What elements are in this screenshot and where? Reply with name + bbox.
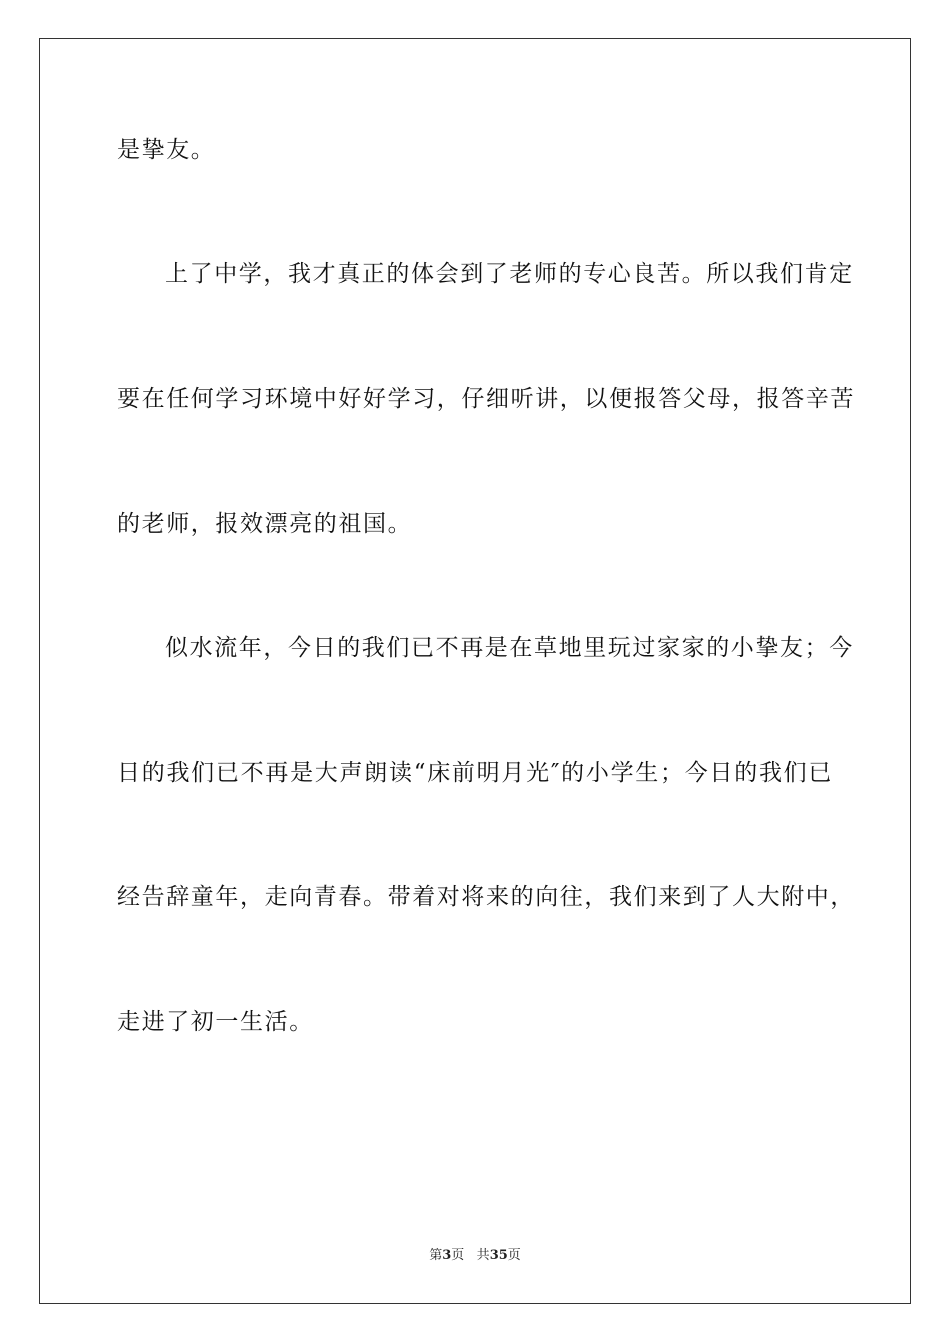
text-line-7: 经告辞童年，走向青春。带着对将来的向往，我们来到了人大附中， [117, 884, 855, 910]
footer-total-suffix: 页 [507, 1248, 521, 1263]
footer-page-prefix: 第 [429, 1248, 443, 1263]
footer-total-pages: 35 [489, 1248, 508, 1263]
footer-page-number: 3 [442, 1248, 452, 1263]
text-line-5: 似水流年，今日的我们已不再是在草地里玩过家家的小挚友；今 [165, 635, 854, 661]
page-footer [0, 1248, 950, 1264]
page-border [39, 38, 911, 1304]
text-line-2: 上了中学，我才真正的体会到了老师的专心良苦。所以我们肯定 [165, 261, 854, 287]
footer-page-suffix: 页 [451, 1248, 465, 1263]
text-line-3: 要在任何学习环境中好好学习，仔细听讲，以便报答父母，报答辛苦 [117, 386, 855, 412]
text-line-8: 走进了初一生活。 [117, 1009, 314, 1035]
footer-total-prefix: 共 [476, 1248, 490, 1263]
text-line-1: 是挚友。 [117, 137, 216, 163]
text-line-4: 的老师，报效漂亮的祖国。 [117, 511, 413, 537]
text-line-6: 日的我们已不再是大声朗读“床前明月光″的小学生；今日的我们已 [117, 760, 833, 786]
